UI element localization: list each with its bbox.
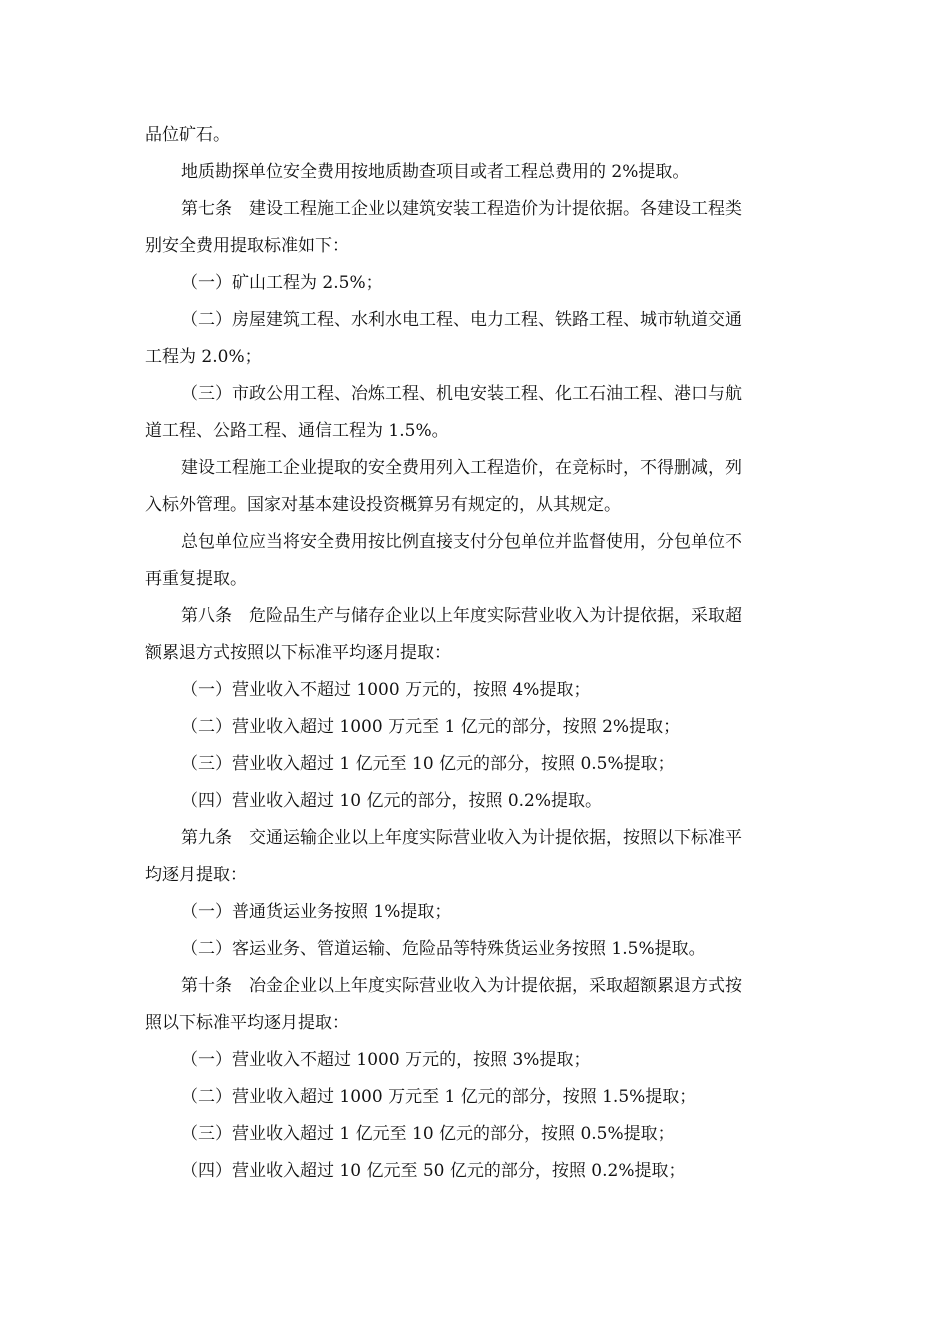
text-line: （二）房屋建筑工程、水利水电工程、电力工程、铁路工程、城市轨道交通 bbox=[181, 310, 742, 330]
text-line: （三）营业收入超过 1 亿元至 10 亿元的部分，按照 0.5%提取； bbox=[181, 754, 675, 774]
text-line: 总包单位应当将安全费用按比例直接支付分包单位并监督使用，分包单位不 bbox=[181, 532, 742, 552]
text-line: 照以下标准平均逐月提取： bbox=[145, 1013, 349, 1033]
text-line: 道工程、公路工程、通信工程为 1.5%。 bbox=[145, 421, 449, 441]
text-line: 均逐月提取： bbox=[145, 865, 247, 885]
text-line: 再重复提取。 bbox=[145, 569, 247, 589]
text-line: 第九条 交通运输企业以上年度实际营业收入为计提依据，按照以下标准平 bbox=[181, 828, 742, 848]
text-line: （一）矿山工程为 2.5%； bbox=[181, 273, 383, 293]
text-line: （一）普通货运业务按照 1%提取； bbox=[181, 902, 452, 922]
text-line: （二）营业收入超过 1000 万元至 1 亿元的部分，按照 2%提取； bbox=[181, 717, 681, 737]
text-line: （一）营业收入不超过 1000 万元的，按照 3%提取； bbox=[181, 1050, 591, 1070]
text-line: 别安全费用提取标准如下： bbox=[145, 236, 349, 256]
text-line: 入标外管理。国家对基本建设投资概算另有规定的，从其规定。 bbox=[145, 495, 621, 515]
text-line: 工程为 2.0%； bbox=[145, 347, 262, 367]
text-line: 第十条 冶金企业以上年度实际营业收入为计提依据，采取超额累退方式按 bbox=[181, 976, 742, 996]
text-line: （二）营业收入超过 1000 万元至 1 亿元的部分，按照 1.5%提取； bbox=[181, 1087, 697, 1107]
text-line: 第八条 危险品生产与储存企业以上年度实际营业收入为计提依据，采取超 bbox=[181, 606, 742, 626]
text-line: （四）营业收入超过 10 亿元至 50 亿元的部分，按照 0.2%提取； bbox=[181, 1161, 686, 1181]
text-line: 第七条 建设工程施工企业以建筑安装工程造价为计提依据。各建设工程类 bbox=[181, 199, 742, 219]
text-line: 额累退方式按照以下标准平均逐月提取： bbox=[145, 643, 451, 663]
text-line: （三）市政公用工程、冶炼工程、机电安装工程、化工石油工程、港口与航 bbox=[181, 384, 742, 404]
text-line: （三）营业收入超过 1 亿元至 10 亿元的部分，按照 0.5%提取； bbox=[181, 1124, 675, 1144]
text-line: （四）营业收入超过 10 亿元的部分，按照 0.2%提取。 bbox=[181, 791, 603, 811]
document-page bbox=[145, 117, 810, 1190]
text-line: （二）客运业务、管道运输、危险品等特殊货运业务按照 1.5%提取。 bbox=[181, 939, 706, 959]
text-line: 品位矿石。 bbox=[145, 125, 230, 145]
text-line: 地质勘探单位安全费用按地质勘查项目或者工程总费用的 2%提取。 bbox=[181, 162, 690, 182]
text-line: 建设工程施工企业提取的安全费用列入工程造价，在竞标时，不得删减，列 bbox=[181, 458, 742, 478]
text-line: （一）营业收入不超过 1000 万元的，按照 4%提取； bbox=[181, 680, 591, 700]
